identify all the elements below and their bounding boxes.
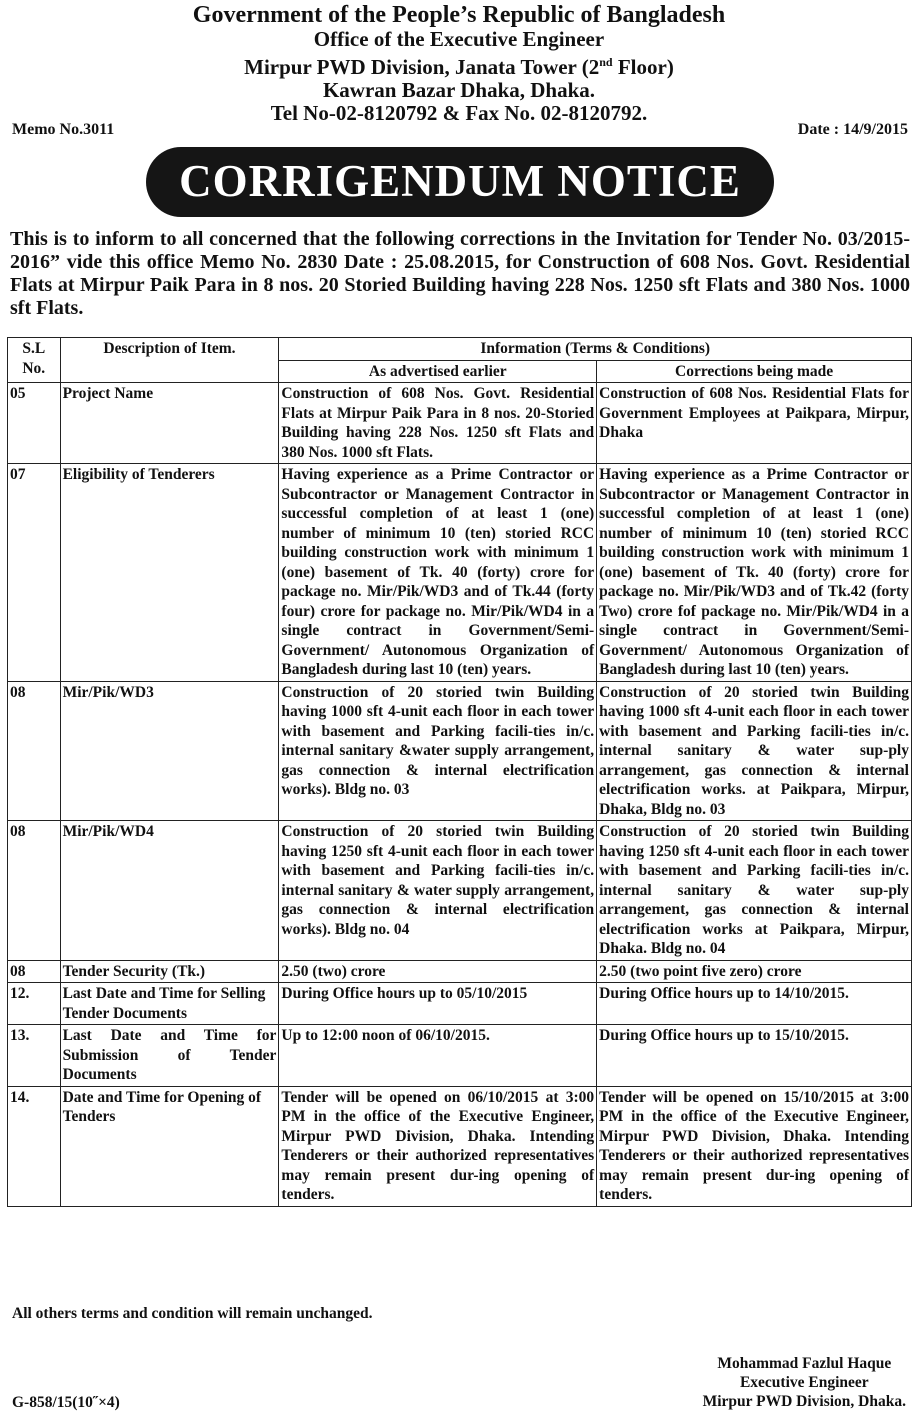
row-correction: 2.50 (two point five zero) crore xyxy=(597,960,912,983)
table-row xyxy=(8,960,912,983)
header-advertised: As advertised earlier xyxy=(279,360,597,383)
table-row xyxy=(8,1086,912,1206)
row-correction: During Office hours up to 14/10/2015. xyxy=(597,983,912,1025)
row-sl: 12. xyxy=(8,983,61,1025)
intro-paragraph: This is to inform to all concerned that the following corrections in the Invitation for Tender No. 03/2015-2016” vide this office Memo No. 2830 Date : 25.08.2015, for Construction of 608 Nos. Govt. Residential Flats at Mirpur Paik Para in 8 nos. 20 Storied Building having 228 Nos. 1250 sft Flats and 380 Nos. 1000 sft Flats. xyxy=(10,228,910,319)
header-description: Description of Item. xyxy=(60,338,279,383)
ordinal-suffix: nd xyxy=(599,55,613,69)
row-description: Tender Security (Tk.) xyxy=(60,960,279,983)
notice-banner: CORRIGENDUM NOTICE xyxy=(146,147,774,217)
signatory-name: Mohammad Fazlul Haque xyxy=(717,1355,892,1372)
notice-date: Date : 14/9/2015 xyxy=(797,121,908,138)
row-description: Project Name xyxy=(60,383,279,464)
office-address-line xyxy=(0,51,918,79)
corrections-table xyxy=(7,337,912,1207)
row-correction: Construction of 608 Nos. Residential Flats for Government Employees at Paikpara, Mirpur, Dhaka xyxy=(597,383,912,464)
row-advertised: Construction of 608 Nos. Govt. Residential Flats at Mirpur Paik Para in 8 nos. 20-Storied Building having 228 Nos. 1250 sft Flats and 380 Nos. 1000 sft Flats. xyxy=(279,383,597,464)
row-description: Last Date and Time for Selling Tender Documents xyxy=(60,983,279,1025)
office-contact: Tel No-02-8120792 & Fax No. 02-8120792. xyxy=(270,101,648,125)
row-correction: Having experience as a Prime Contractor or Subcontractor or Management Contractor in successful completion of at least 1 (one) number of minimum 10 (ten) storied RCC building construction work with minimum 1 (one) basement of Tk. 40 (forty) crore for package no. Mir/Pik/WD3 and of Tk.42 (forty Two) crore fof package no. Mir/Pik/WD4 in a single contract in Government/Semi-Government/ Autonomous Organization of Bangladesh during last 10 (ten) years. xyxy=(597,464,912,682)
row-advertised: Tender will be opened on 06/10/2015 at 3:00 PM in the office of the Executive Engineer, Mirpur PWD Division, Dhaka. Intending Tenderers or their authorized representatives may remain present dur-ing opening of tenders. xyxy=(279,1086,597,1206)
row-correction: During Office hours up to 15/10/2015. xyxy=(597,1025,912,1087)
row-sl: 08 xyxy=(8,821,61,961)
row-sl: 13. xyxy=(8,1025,61,1087)
address-part: Mirpur PWD Division, Janata Tower (2 xyxy=(244,55,600,79)
table-row xyxy=(8,464,912,682)
row-sl: 14. xyxy=(8,1086,61,1206)
table-row xyxy=(8,1025,912,1087)
row-sl: 05 xyxy=(8,383,61,464)
header-corrections: Corrections being made xyxy=(597,360,912,383)
signature-block xyxy=(703,1354,906,1411)
footer-note: All others terms and condition will remain unchanged. xyxy=(12,1305,373,1322)
row-advertised: Construction of 20 storied twin Building having 1000 sft 4-unit each floor in each tower with basement and Parking facili-ties in/c. internal sanitary &water supply arrangement, gas connection & internal electrification works). Bldg no. 03 xyxy=(279,681,597,821)
memo-number: Memo No.3011 xyxy=(12,121,115,138)
table-header-row xyxy=(8,338,912,361)
letterhead xyxy=(0,2,918,125)
row-advertised: During Office hours up to 05/10/2015 xyxy=(279,983,597,1025)
government-title: Government of the People’s Republic of Bangladesh xyxy=(192,2,726,28)
row-correction: Tender will be opened on 15/10/2015 at 3:00 PM in the office of the Executive Engineer, Mirpur PWD Division, Dhaka. Intending Tenderers or their authorized representatives may remain present dur-ing opening of tenders. xyxy=(597,1086,912,1206)
table-row xyxy=(8,383,912,464)
address-part-end: Floor) xyxy=(612,55,674,79)
office-title: Office of the Executive Engineer xyxy=(313,27,605,51)
row-sl: 08 xyxy=(8,681,61,821)
row-description: Date and Time for Opening of Tenders xyxy=(60,1086,279,1206)
signatory-title: Executive Engineer xyxy=(739,1374,869,1391)
row-description: Mir/Pik/WD3 xyxy=(60,681,279,821)
row-sl: 08 xyxy=(8,960,61,983)
row-description: Eligibility of Tenderers xyxy=(60,464,279,682)
table-row xyxy=(8,983,912,1025)
table-row xyxy=(8,821,912,961)
row-correction: Construction of 20 storied twin Building having 1250 sft 4-unit each floor in each tower with basement and Parking facili-ties in/c. internal sanitary & water sup-ply arrangement, gas connection & internal electrification works at Paikpara, Mirpur, Dhaka. Bldg no. 04 xyxy=(597,821,912,961)
row-advertised: Having experience as a Prime Contractor or Subcontractor or Management Contractor in successful completion of at least 1 (one) number of minimum 10 (ten) storied RCC building construction work with minimum 1 (one) basement of Tk. 40 (forty) crore for package no. Mir/Pik/WD3 and of Tk.44 (forty four) crore for package no. Mir/Pik/WD4 in a single contract in Government/Semi-Government/ Autonomous Organization of Bangladesh during last 10 (ten) years. xyxy=(279,464,597,682)
row-description: Last Date and Time for Submission of Tender Documents xyxy=(60,1025,279,1087)
government-print-number: G-858/15(10˝×4) xyxy=(12,1394,120,1411)
row-correction: Construction of 20 storied twin Building having 1000 sft 4-unit each floor in each tower with basement and Parking facili-ties in/c. internal sanitary & water sup-ply arrangement, gas connection & internal electrification works. at Paikpara, Mirpur, Dhaka, Bldg no. 03 xyxy=(597,681,912,821)
row-description: Mir/Pik/WD4 xyxy=(60,821,279,961)
row-advertised: Up to 12:00 noon of 06/10/2015. xyxy=(279,1025,597,1087)
signatory-office: Mirpur PWD Division, Dhaka. xyxy=(702,1393,906,1410)
row-sl: 07 xyxy=(8,464,61,682)
header-information: Information (Terms & Conditions) xyxy=(279,338,912,361)
row-advertised: Construction of 20 storied twin Building having 1250 sft 4-unit each floor in each tower with basement and Parking facili-ties in/c. internal sanitary & water supply arrangement, gas connection & internal electrification works). Bldg no. 04 xyxy=(279,821,597,961)
table-row xyxy=(8,681,912,821)
row-advertised: 2.50 (two) crore xyxy=(279,960,597,983)
header-sl: S.L No. xyxy=(8,338,61,383)
office-city: Kawran Bazar Dhaka, Dhaka. xyxy=(322,78,596,102)
